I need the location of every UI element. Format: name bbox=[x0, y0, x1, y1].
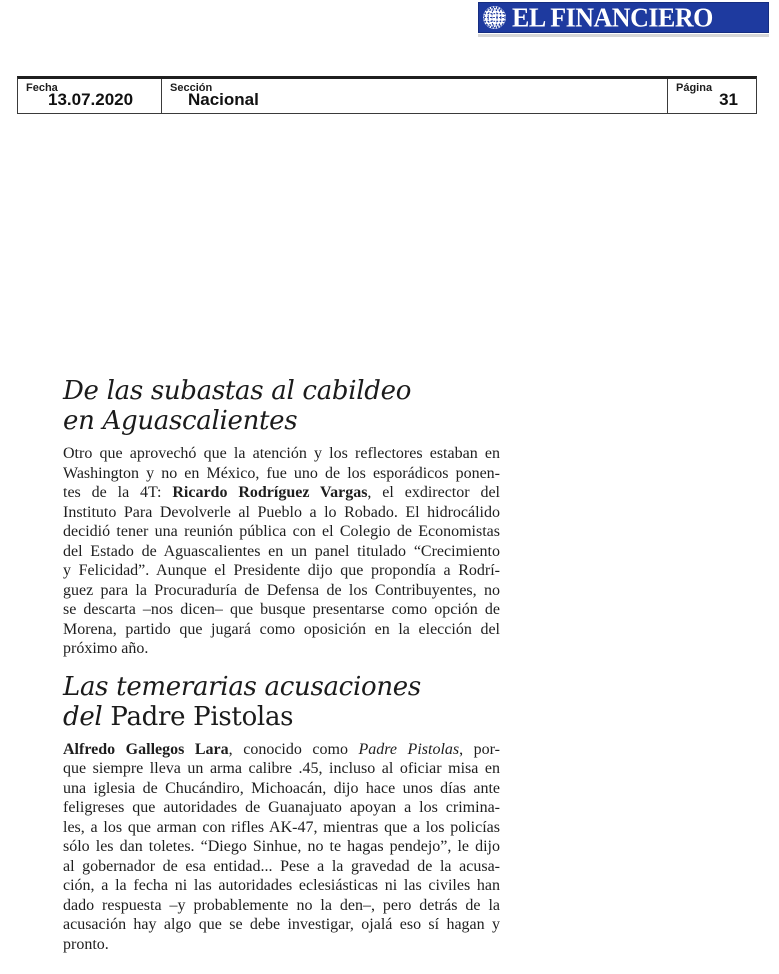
body-line bbox=[63, 759, 500, 779]
text-segment: Ricardo Rodríguez Vargas bbox=[172, 484, 368, 501]
body-line bbox=[63, 915, 500, 935]
text-segment: del Estado de Aguascalientes en un panel titulado “Crecimiento bbox=[63, 542, 500, 560]
seccion-label: Sección bbox=[170, 82, 213, 94]
body-line bbox=[63, 620, 500, 640]
fecha-cell bbox=[18, 79, 161, 113]
text-segment: se descarta –nos dicen– que busque presentarse como opción de bbox=[63, 601, 500, 618]
article-subastas-cabildeo bbox=[63, 376, 500, 659]
body-line bbox=[63, 522, 500, 542]
body-line bbox=[63, 857, 500, 877]
body-line bbox=[63, 798, 500, 818]
text-segment: decidió tener una reunión pública con el Colegio de Economistas bbox=[63, 523, 500, 540]
article-headline bbox=[63, 672, 500, 732]
article-headline bbox=[63, 376, 500, 436]
text-segment: les, a los que arman con rifles AK-47, mientras que a los policías bbox=[63, 818, 500, 836]
text-segment: ción, a la fecha ni las autoridades eclesiásticas ni las civiles han bbox=[63, 877, 500, 894]
metadata-table bbox=[17, 76, 757, 114]
text-segment: feligreses que autoridades de Guanajuato apoyan a los crimina- bbox=[63, 799, 500, 816]
seccion-cell bbox=[161, 79, 667, 113]
body-line bbox=[63, 837, 500, 857]
body-line bbox=[63, 896, 500, 916]
text-segment: acusación hay algo que se debe investigar, ojalá eso sí hagan y bbox=[63, 916, 500, 933]
body-line bbox=[63, 581, 500, 601]
text-segment: Padre Pistolas bbox=[358, 740, 460, 758]
text-segment: en Aguascalientes bbox=[63, 406, 298, 436]
headline-line bbox=[63, 672, 500, 702]
text-segment: al gobernador de esa entidad... Pese a la gravedad de la acusa- bbox=[63, 857, 500, 875]
text-segment: De las subastas al cabildeo bbox=[63, 376, 412, 406]
pagina-value: 31 bbox=[719, 90, 738, 109]
body-line bbox=[63, 503, 500, 523]
pagina-cell bbox=[667, 79, 756, 113]
body-line bbox=[63, 464, 500, 484]
text-segment: Washington y no en México, fue uno de los esporádicos ponen- bbox=[63, 464, 500, 482]
text-segment: dado respuesta –y probablemente no la den–, pero detrás de la bbox=[63, 896, 500, 914]
text-segment: Otro que aprovechó que la atención y los reflectores estaban en bbox=[63, 445, 500, 462]
text-segment: guez para la Procuraduría de Defensa de los Contribuyentes, no bbox=[63, 581, 500, 599]
headline-line bbox=[63, 376, 500, 406]
text-segment: del bbox=[63, 701, 111, 732]
body-line bbox=[63, 740, 500, 760]
pagina-label: Página bbox=[676, 82, 713, 94]
text-segment: una iglesia de Chucándiro, Michoacán, dijo hace unos días ante bbox=[63, 779, 500, 797]
body-line bbox=[63, 483, 500, 503]
headline-line bbox=[63, 702, 500, 732]
body-line bbox=[63, 600, 500, 620]
masthead-wordmark: EL FINANCIERO bbox=[512, 1, 713, 33]
masthead-banner bbox=[478, 2, 769, 33]
article-column bbox=[63, 376, 500, 954]
article-padre-pistolas bbox=[63, 672, 500, 955]
body-line bbox=[63, 876, 500, 896]
fecha-label: Fecha bbox=[26, 82, 58, 94]
headline-line bbox=[63, 406, 500, 436]
body-line bbox=[63, 935, 500, 955]
text-segment: Las temerarias acusaciones bbox=[63, 671, 421, 702]
text-segment: que siempre lleva un arma calibre .45, incluso al oficiar misa en bbox=[63, 760, 500, 777]
seccion-value: Nacional bbox=[188, 90, 259, 109]
article-body bbox=[63, 740, 500, 955]
text-segment: sólo les dan toletes. “Diego Sinhue, no te hagas pendejo”, le dijo bbox=[63, 838, 500, 855]
text-segment: tes de la 4T: bbox=[63, 484, 173, 501]
body-line bbox=[63, 639, 500, 659]
text-segment: próximo año. bbox=[63, 640, 149, 657]
text-segment: pronto. bbox=[63, 935, 109, 953]
text-segment: , conocido como bbox=[228, 740, 359, 758]
body-line bbox=[63, 444, 500, 464]
body-line bbox=[63, 542, 500, 562]
globe-icon bbox=[481, 4, 508, 31]
body-line bbox=[63, 779, 500, 799]
text-segment: Alfredo Gallegos Lara bbox=[63, 740, 229, 758]
text-segment: Morena, partido que jugará como oposición en la elección del bbox=[63, 620, 500, 638]
text-segment: , el exdirector del bbox=[367, 484, 500, 501]
text-segment: Padre Pistolas bbox=[110, 701, 294, 732]
text-segment: Instituto Para Devolverle al Pueblo a lo Robado. El hidrocálido bbox=[63, 503, 500, 521]
body-line bbox=[63, 818, 500, 838]
text-segment: y Felicidad”. Aunque el Presidente dijo que propondía a Rodrí- bbox=[63, 562, 500, 579]
text-segment: , por- bbox=[459, 740, 501, 758]
fecha-value: 13.07.2020 bbox=[48, 90, 134, 109]
article-body bbox=[63, 444, 500, 659]
body-line bbox=[63, 561, 500, 581]
